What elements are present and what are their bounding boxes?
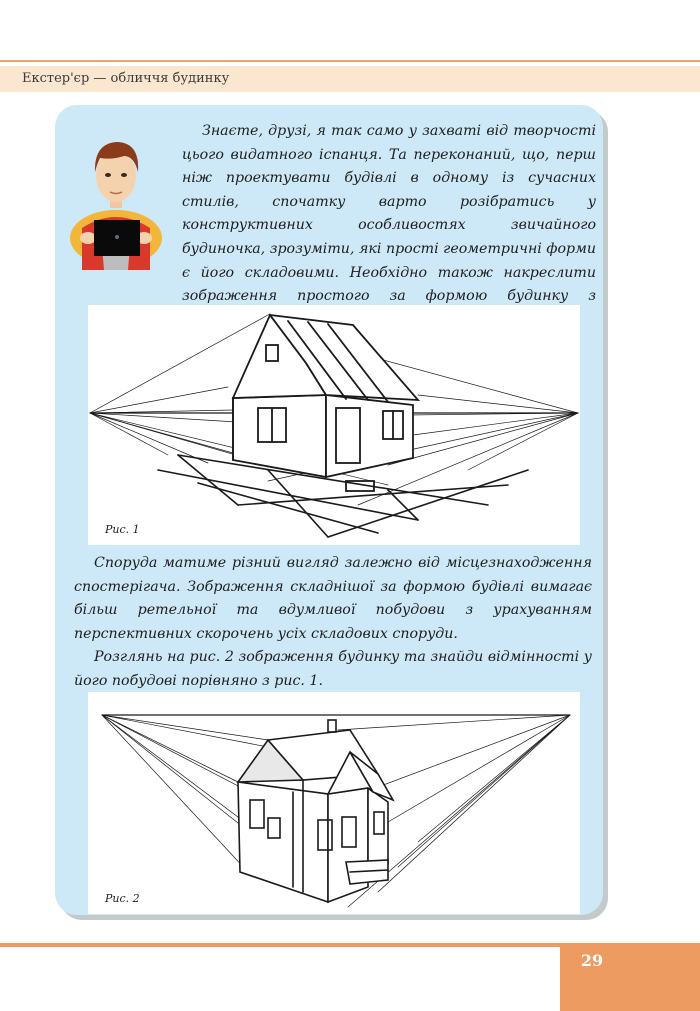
figure-2 — [88, 692, 580, 914]
figure-1-caption: Рис. 1 — [105, 523, 140, 536]
page-number: 29 — [580, 951, 604, 970]
figure-1-drawing — [88, 305, 580, 545]
header-rule — [0, 60, 700, 62]
page-number-tab — [560, 943, 700, 1011]
paragraph-2: Розглянь на рис. 2 зображення будинку та знайди відмінності у його побудові порівняно з рис. 1. — [74, 649, 592, 689]
chapter-title: Екстер'єр — обличчя будинку — [22, 71, 230, 86]
figure-2-drawing — [88, 692, 580, 914]
figure-1 — [88, 305, 580, 545]
figure-2-caption: Рис. 2 — [105, 892, 140, 905]
paragraph-1: Споруда матиме різний вигляд залежно від місцезнаходження спостерігача. Зображення складнішої за формою будівлі вимагає більш ретельної та вдумливої побудови з урахуванням перспективних скорочень усіх складових споруди. — [74, 555, 592, 642]
boy-avatar-illustration — [64, 120, 168, 270]
intro-text: Знаєте, друзі, я так само у захваті від творчості цього видатного іспанця. Та переконаний, що, перш ніж проектувати будівлі в одному із сучасних стилів, спочатку варто розібратись у конструктивних особливостях звичайного будиночка, зрозуміти, які прості геометричні форми є його складовими. Необхідно також накреслити зображення простого за формою будинку з — [182, 123, 596, 305]
